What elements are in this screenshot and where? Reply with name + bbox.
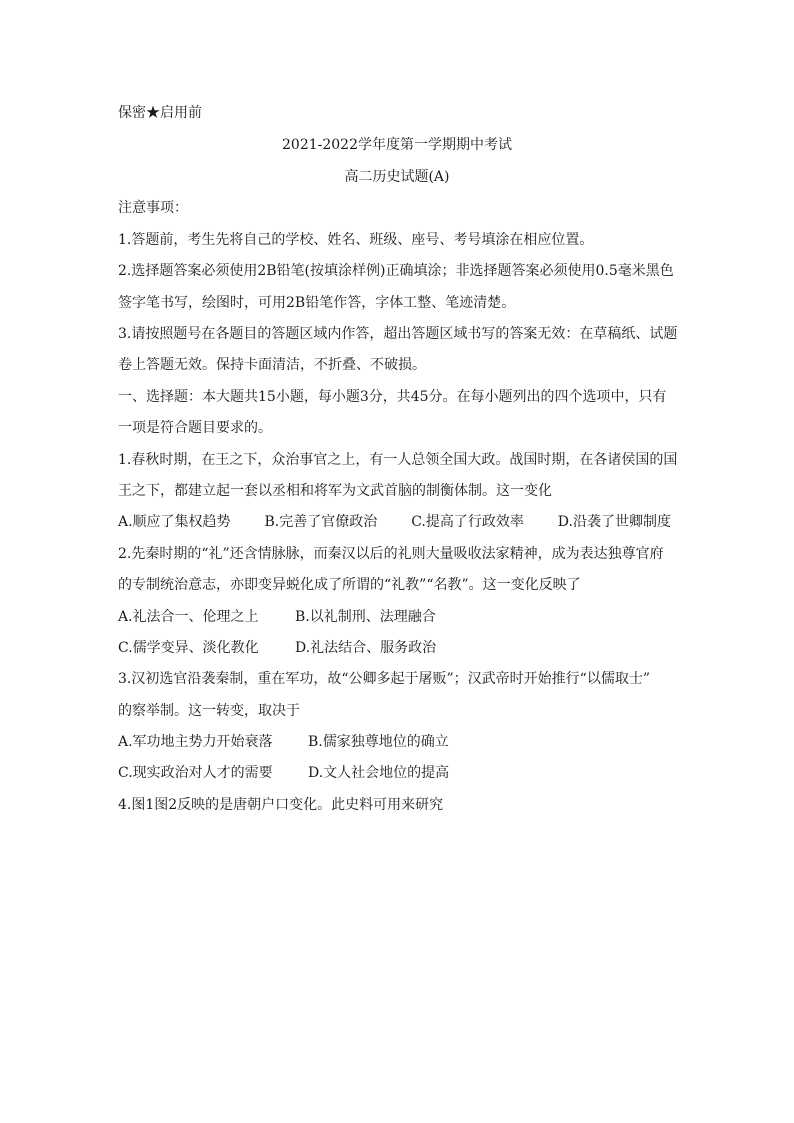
notice-item-1: 1.答题前，考生先将自己的学校、姓名、班级、座号、考号填涂在相应位置。 [118, 232, 594, 248]
question-3-option-a: A.军功地主势力开始衰落 [118, 734, 273, 750]
question-2-option-c: C.儒学变异、淡化教化 [118, 640, 259, 656]
question-1-options [118, 512, 671, 532]
notice-item-3-line-1: 3.请按照题号在各题目的答题区域内作答，超出答题区域书写的答案无效：在草稿纸、试题 [118, 326, 678, 342]
question-3-option-c: C.现实政治对人才的需要 [118, 765, 273, 781]
question-2-stem-line-1: 2.先秦时期的“礼”还含情脉脉，而秦汉以后的礼则大量吸收法家精神，成为表达独尊官府 [118, 546, 664, 562]
question-4-stem-line-1: 4.图1图2反映的是唐朝户口变化。此史料可用来研究 [118, 797, 444, 813]
subject-title: 高二历史试题(A) [344, 169, 450, 185]
question-1-option-b: B.完善了官僚政治 [264, 514, 378, 530]
question-1-stem-line-1: 1.春秋时期，在王之下，众治事官之上，有一人总领全国大政。战国时期，在各诸侯国的国 [118, 452, 678, 468]
exam-title: 2021-2022学年度第一学期期中考试 [282, 137, 512, 153]
question-2-stem-line-2: 的专制统治意志，亦即变异蜕化成了所谓的“礼教”“名教”。这一变化反映了 [118, 577, 581, 593]
notice-item-2-line-1: 2.选择题答案必须使用2B铅笔(按填涂样例)正确填涂；非选择题答案必须使用0.5毫米黑色 [118, 263, 674, 279]
question-1-option-d: D.沿袭了世卿制度 [557, 514, 671, 530]
question-2-option-b: B.以礼制刑、法理融合 [295, 609, 436, 625]
notice-item-3-line-2: 卷上答题无效。保持卡面清洁，不折叠、不破损。 [118, 357, 426, 373]
question-3-option-d: D.文人社会地位的提高 [308, 765, 450, 781]
question-3-stem-line-2: 的察举制。这一转变，取决于 [118, 703, 300, 719]
notice-item-2-line-2: 签字笔书写，绘图时，可用2B铅笔作答，字体工整、笔迹清楚。 [118, 295, 516, 311]
question-3-stem-line-1: 3.汉初选官沿袭秦制，重在军功，故“公卿多起于屠贩”；汉武帝时开始推行“以儒取士” [118, 671, 650, 687]
question-2-option-a: A.礼法合一、伦理之上 [118, 609, 259, 625]
section-1-heading-line-2: 一项是符合题目要求的。 [118, 420, 272, 436]
question-3-options-row-1 [118, 732, 678, 752]
question-3-options-row-2 [118, 763, 678, 783]
question-1-stem-line-2: 王之下，都建立起一套以丞相和将军为文武首脑的制衡体制。这一变化 [118, 483, 552, 499]
notice-title: 注意事项： [118, 200, 188, 216]
question-2-option-d: D.礼法结合、服务政治 [295, 640, 437, 656]
question-2-options-row-2 [118, 638, 678, 658]
question-1-option-a: A.顺应了集权趋势 [118, 514, 231, 530]
question-1-option-c: C.提高了行政效率 [411, 514, 524, 530]
section-1-heading-line-1: 一、选择题：本大题共15小题，每小题3分，共45分。在每小题列出的四个选项中，只有 [118, 389, 667, 405]
confidential-mark: 保密★启用前 [118, 105, 202, 121]
question-2-options-row-1 [118, 607, 678, 627]
question-3-option-b: B.儒家独尊地位的确立 [308, 734, 449, 750]
